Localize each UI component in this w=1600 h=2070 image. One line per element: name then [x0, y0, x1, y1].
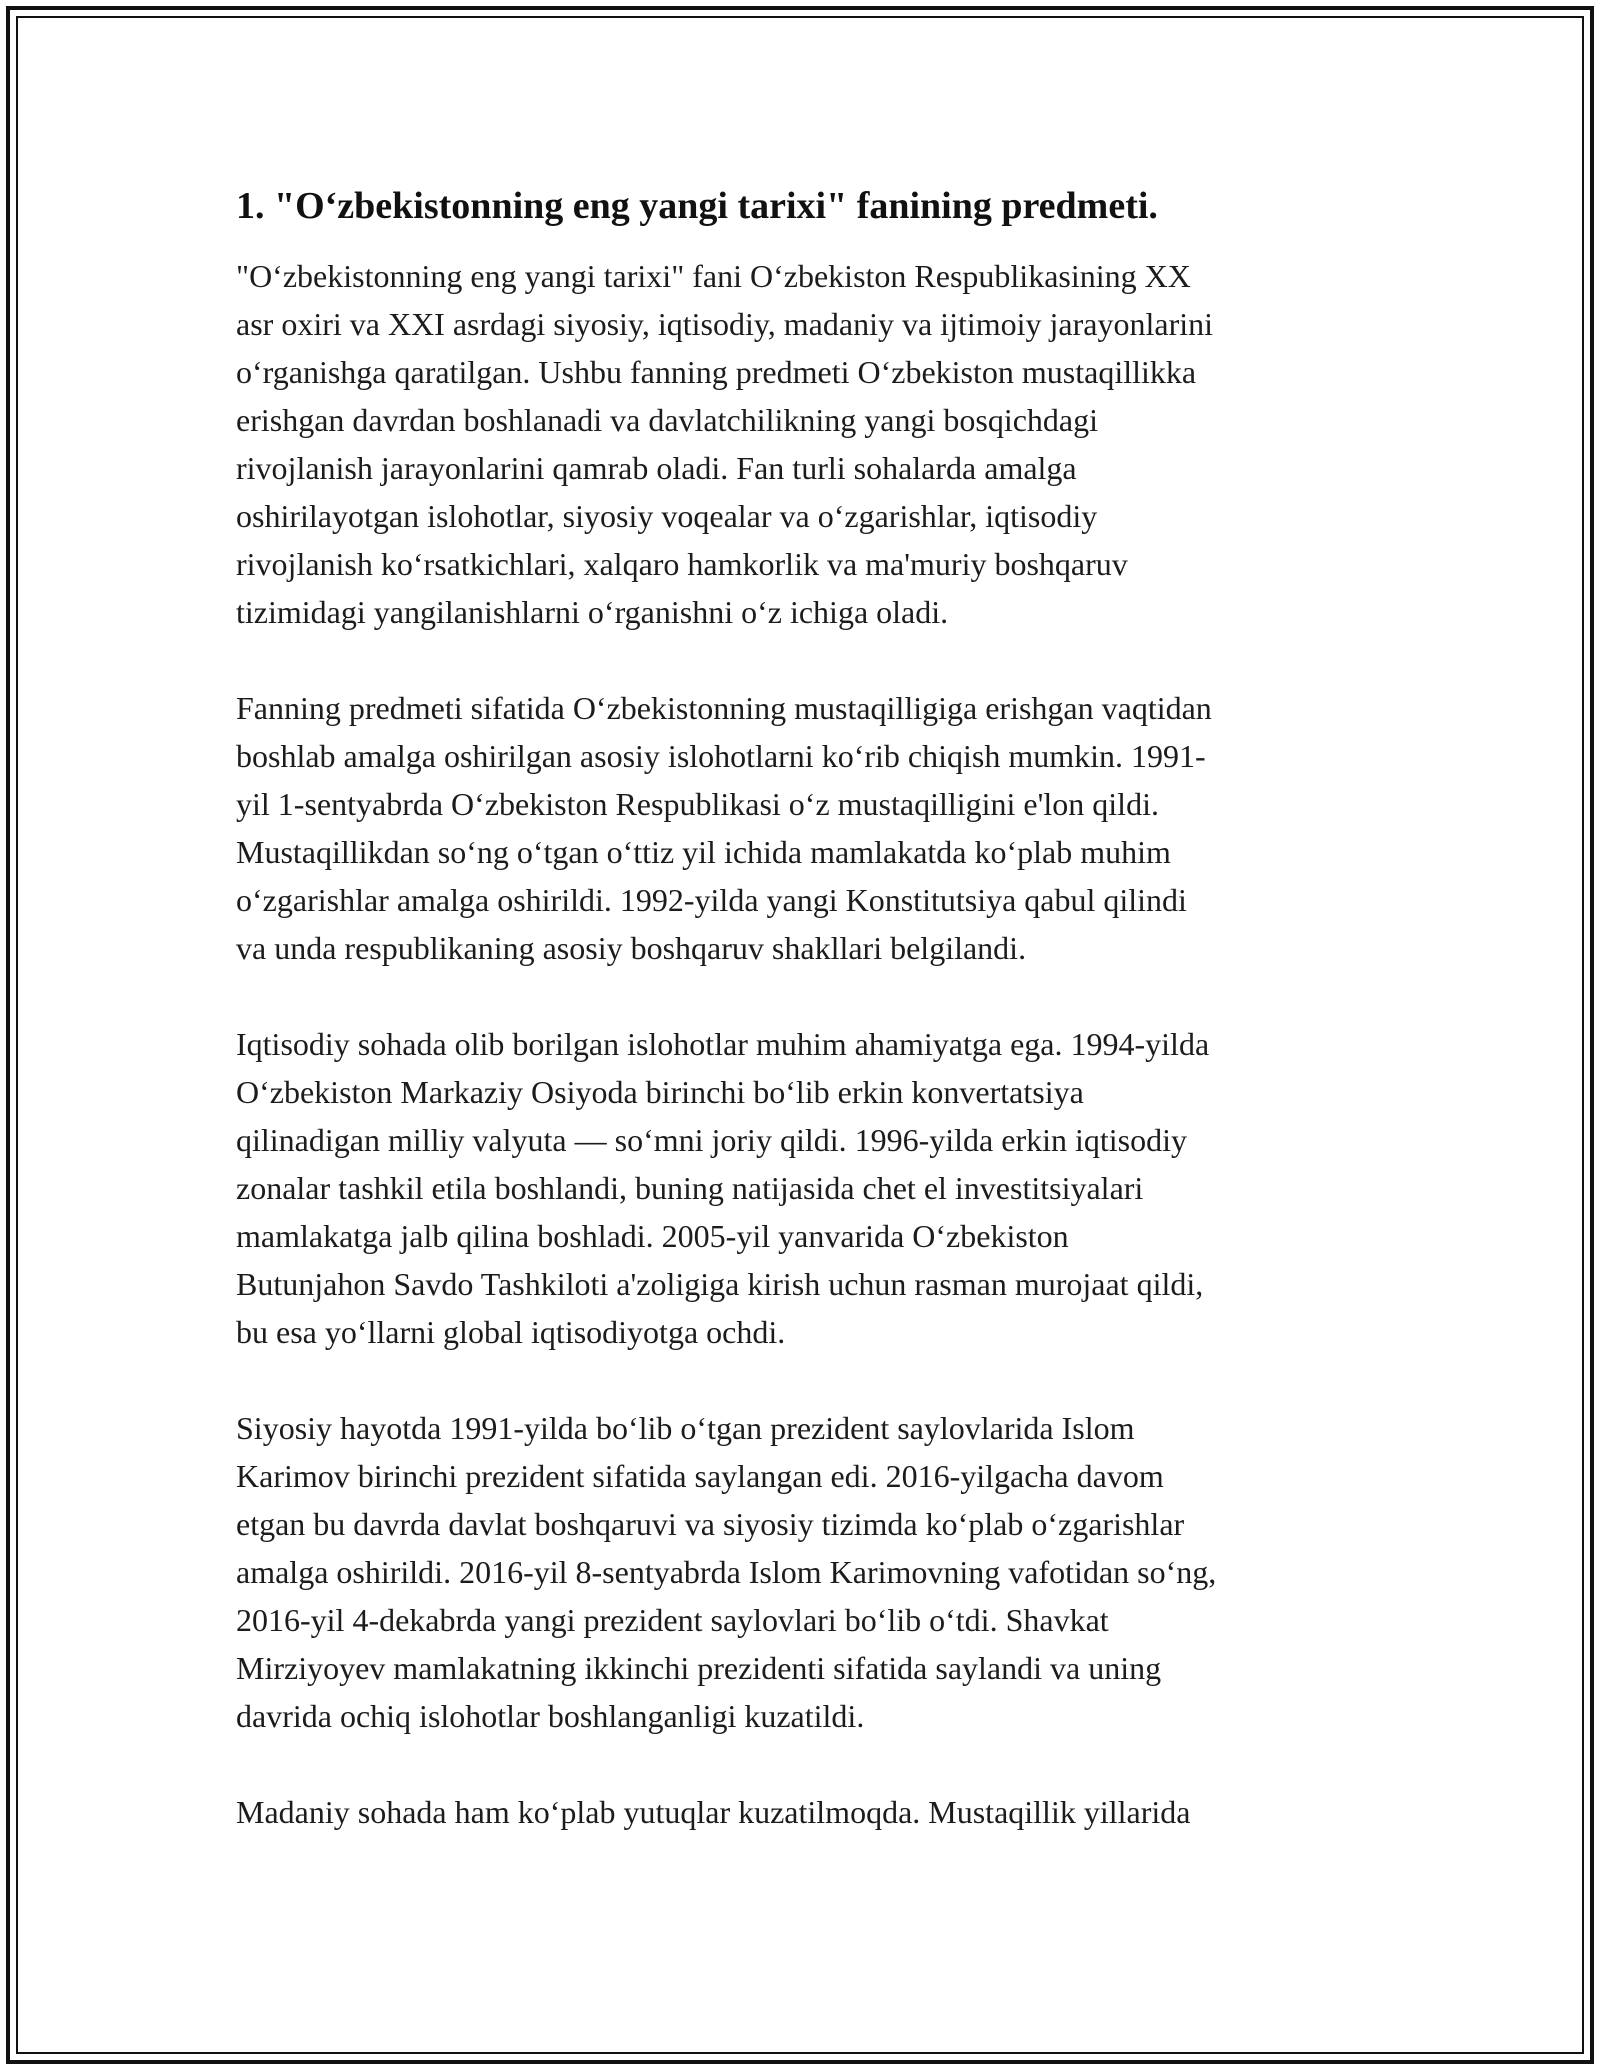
text-line: va unda respublikaning asosiy boshqaruv shakllari belgilandi. [236, 930, 1027, 966]
text-line: Mirziyoyev mamlakatning ikkinchi prezidenti sifatida saylandi va uning [236, 1650, 1162, 1686]
text-line: amalga oshirildi. 2016-yil 8-sentyabrda Islom Karimovning vafotidan so‘ng, [236, 1554, 1217, 1590]
text-line: qilinadigan milliy valyuta — so‘mni joriy qildi. 1996-yilda erkin iqtisodiy [236, 1122, 1188, 1158]
text-line: Butunjahon Savdo Tashkiloti a'zoligiga kirish uchun rasman murojaat qildi, [236, 1266, 1204, 1302]
text-line: bu esa yo‘llarni global iqtisodiyotga ochdi. [236, 1314, 786, 1350]
text-line: Karimov birinchi prezident sifatida saylangan edi. 2016-yilgacha davom [236, 1458, 1164, 1494]
paragraph-independence [236, 684, 1376, 972]
section-heading: 1. "O‘zbekistonning eng yangi tarixi" fanining predmeti. [236, 185, 1158, 227]
text-line: 2016-yil 4-dekabrda yangi prezident saylovlari bo‘lib o‘tdi. Shavkat [236, 1602, 1109, 1638]
text-line: o‘rganishga qaratilgan. Ushbu fanning predmeti O‘zbekiston mustaqillikka [236, 354, 1197, 390]
text-line: "O‘zbekistonning eng yangi tarixi" fani O‘zbekiston Respublikasining XX [236, 258, 1191, 294]
paragraph-culture [236, 1788, 1376, 1836]
text-line: Mustaqillikdan so‘ng o‘tgan o‘ttiz yil ichida mamlakatda ko‘plab muhim [236, 834, 1171, 870]
text-line: Madaniy sohada ham ko‘plab yutuqlar kuzatilmoqda. Mustaqillik yillarida [236, 1794, 1191, 1830]
text-line: zonalar tashkil etila boshlandi, buning natijasida chet el investitsiyalari [236, 1170, 1144, 1206]
paragraph-economy [236, 1020, 1376, 1356]
text-line: boshlab amalga oshirilgan asosiy islohotlarni ko‘rib chiqish mumkin. 1991- [236, 738, 1206, 774]
document-body [236, 180, 1376, 1884]
paragraph-politics [236, 1404, 1376, 1740]
text-line: Fanning predmeti sifatida O‘zbekistonning mustaqilligiga erishgan vaqtidan [236, 690, 1212, 726]
text-line: yil 1-sentyabrda O‘zbekiston Respublikasi o‘z mustaqilligini e'lon qildi. [236, 786, 1159, 822]
paragraph-subject-overview [236, 252, 1376, 636]
text-line: davrida ochiq islohotlar boshlanganligi kuzatildi. [236, 1698, 865, 1734]
text-line: O‘zbekiston Markaziy Osiyoda birinchi bo‘lib erkin konvertatsiya [236, 1074, 1084, 1110]
text-line: erishgan davrdan boshlanadi va davlatchilikning yangi bosqichdagi [236, 402, 1098, 438]
text-line: rivojlanish jarayonlarini qamrab oladi. Fan turli sohalarda amalga [236, 450, 1077, 486]
text-line: Siyosiy hayotda 1991-yilda bo‘lib o‘tgan prezident saylovlarida Islom [236, 1410, 1135, 1446]
text-line: tizimidagi yangilanishlarni o‘rganishni o‘z ichiga oladi. [236, 594, 949, 630]
text-line: Iqtisodiy sohada olib borilgan islohotlar muhim ahamiyatga ega. 1994-yilda [236, 1026, 1210, 1062]
text-line: rivojlanish ko‘rsatkichlari, xalqaro hamkorlik va ma'muriy boshqaruv [236, 546, 1128, 582]
text-line: o‘zgarishlar amalga oshirildi. 1992-yilda yangi Konstitutsiya qabul qilindi [236, 882, 1187, 918]
text-line: oshirilayotgan islohotlar, siyosiy voqealar va o‘zgarishlar, iqtisodiy [236, 498, 1098, 534]
text-line: asr oxiri va XXI asrdagi siyosiy, iqtisodiy, madaniy va ijtimoiy jarayonlarini [236, 306, 1213, 342]
text-line: mamlakatga jalb qilina boshladi. 2005-yil yanvarida O‘zbekiston [236, 1218, 1069, 1254]
text-line: etgan bu davrda davlat boshqaruvi va siyosiy tizimda ko‘plab o‘zgarishlar [236, 1506, 1185, 1542]
